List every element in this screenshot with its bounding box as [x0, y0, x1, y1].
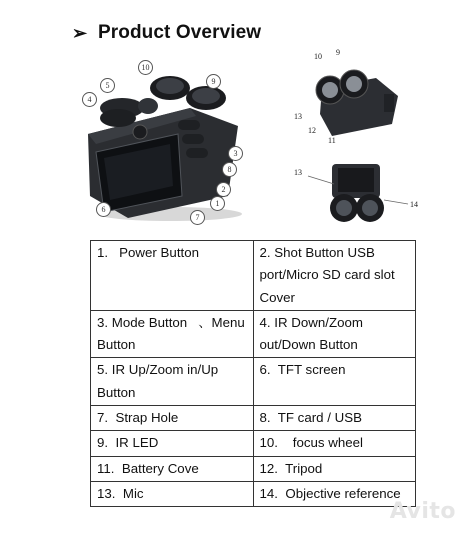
section-header — [72, 20, 261, 46]
front-device-illustration — [290, 160, 430, 230]
label-12: 12 — [308, 126, 316, 135]
table-cell: 14. Objective reference — [253, 481, 416, 506]
parts-table — [90, 240, 416, 507]
table-cell: 7. Strap Hole — [91, 406, 254, 431]
label-10: 10 — [314, 52, 322, 61]
table-row — [91, 358, 416, 406]
label-9: 9 — [336, 48, 340, 57]
callout-9: 9 — [206, 74, 221, 89]
table-cell: 1. Power Button — [91, 241, 254, 311]
callout-5: 5 — [100, 78, 115, 93]
label-13: 13 — [294, 168, 302, 177]
table-row — [91, 241, 416, 311]
callout-4: 4 — [82, 92, 97, 107]
callout-7: 7 — [190, 210, 205, 225]
callout-10: 10 — [138, 60, 153, 75]
label-14: 14 — [410, 200, 418, 209]
table-row — [91, 456, 416, 481]
callout-3: 3 — [228, 146, 243, 161]
table-cell: 6. TFT screen — [253, 358, 416, 406]
callout-6: 6 — [96, 202, 111, 217]
table-cell: 3. Mode Button 、Menu Button — [91, 310, 254, 358]
table-cell: 4. IR Down/Zoom out/Down Button — [253, 310, 416, 358]
avito-watermark: Avito — [389, 499, 456, 524]
table-row — [91, 481, 416, 506]
table-cell: 5. IR Up/Zoom in/Up Button — [91, 358, 254, 406]
table-cell: 11. Battery Cove — [91, 456, 254, 481]
label-13: 13 — [294, 112, 302, 121]
table-cell: 9. IR LED — [91, 431, 254, 456]
device-front-view-icon — [290, 160, 430, 230]
table-cell: 12. Tripod — [253, 456, 416, 481]
callout-8: 8 — [222, 162, 237, 177]
table-row — [91, 431, 416, 456]
table-cell: 8. TF card / USB — [253, 406, 416, 431]
callout-2: 2 — [216, 182, 231, 197]
table-cell: 2. Shot Button USB port/Micro SD card slot Cover — [253, 241, 416, 311]
table-cell: 10. focus wheel — [253, 431, 416, 456]
main-device-illustration — [78, 56, 258, 226]
arrow-bullet-icon: ➢ — [72, 22, 88, 43]
table-cell: 13. Mic — [91, 481, 254, 506]
section-title: Product Overview — [98, 22, 262, 43]
rear-device-illustration — [292, 44, 404, 144]
label-11: 11 — [328, 136, 336, 145]
table-row — [91, 310, 416, 358]
table-row — [91, 406, 416, 431]
callout-1: 1 — [210, 196, 225, 211]
